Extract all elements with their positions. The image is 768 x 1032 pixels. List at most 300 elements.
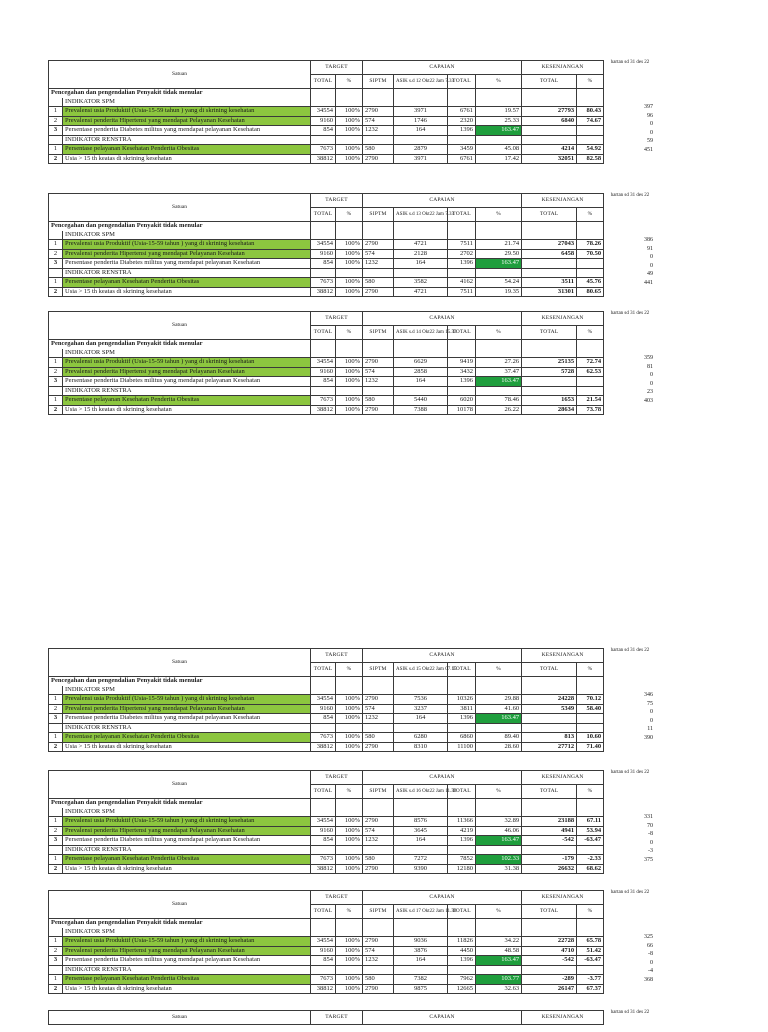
capaian-total-header: TOTAL	[448, 785, 476, 799]
kesenjangan-pct: -3.77	[577, 975, 604, 985]
kesenjangan-pct-header: %	[577, 75, 604, 89]
kesenjangan-pct: 51.42	[577, 946, 604, 956]
siptm-value: 2790	[363, 695, 394, 705]
siptm-value: 574	[363, 367, 394, 377]
target-total: 34554	[311, 937, 336, 947]
target-pct: 100%	[336, 126, 363, 136]
target-pct: 100%	[336, 249, 363, 259]
row-number: 2	[49, 367, 63, 377]
empty-cell	[394, 268, 448, 278]
kesenjangan-pct	[577, 259, 604, 269]
capaian-total: 12180	[448, 864, 476, 874]
kesenjangan-pct-header: %	[577, 785, 604, 799]
target-pct: 100%	[336, 704, 363, 714]
asik-value: 4721	[394, 240, 448, 250]
capaian-total: 6860	[448, 733, 476, 743]
kesenjangan-pct	[577, 714, 604, 724]
table-row	[49, 817, 604, 827]
asik-value: 164	[394, 126, 448, 136]
empty-cell	[522, 222, 577, 231]
empty-cell	[476, 919, 522, 928]
siptm-value: 2790	[363, 107, 394, 117]
side-column	[605, 311, 655, 405]
asik-value: 4721	[394, 287, 448, 297]
target-pct-header: %	[336, 208, 363, 222]
capaian-pct: 29.88	[476, 695, 522, 705]
capaian-total: 12665	[448, 984, 476, 994]
capaian-total: 7852	[448, 855, 476, 865]
side-header: hartan sd 31 des 22	[610, 311, 650, 316]
target-total: 7673	[311, 396, 336, 406]
satuan-header: Satuan	[49, 194, 311, 222]
side-value: -8	[648, 831, 653, 837]
capaian-pct: 31.38	[476, 864, 522, 874]
empty-cell	[49, 268, 63, 278]
indicator-label: Persentase penderita Diabetes militus yang mendapat pelayanan Kesehatan	[63, 126, 311, 136]
section-label: INDIKATOR SPM	[63, 349, 311, 358]
empty-cell	[522, 340, 577, 349]
capaian-header: CAPAIAN	[363, 771, 522, 785]
empty-cell	[363, 268, 394, 278]
row-number: 2	[49, 154, 63, 164]
empty-cell	[577, 98, 604, 107]
kesenjangan-pct: 74.67	[577, 116, 604, 126]
table-row	[49, 975, 604, 985]
empty-cell	[311, 98, 336, 107]
kesenjangan-total-header: TOTAL	[522, 326, 577, 340]
kesenjangan-total-header: TOTAL	[522, 663, 577, 677]
side-value: 359	[644, 355, 653, 361]
kesenjangan-total: 26632	[522, 864, 577, 874]
capaian-pct: 163.47	[476, 956, 522, 966]
kesenjangan-total-header: TOTAL	[522, 785, 577, 799]
empty-cell	[363, 845, 394, 855]
side-value: 75	[647, 700, 653, 707]
side-value: 451	[644, 146, 653, 153]
capaian-pct: 21.74	[476, 240, 522, 250]
capaian-pct-header: %	[476, 75, 522, 89]
row-number: 2	[49, 742, 63, 752]
empty-cell	[49, 349, 63, 358]
indicator-label: Prevalensi penderita Hipertensi yang mendapat Pelayanan Kesehatan	[63, 367, 311, 377]
empty-cell	[577, 808, 604, 817]
capaian-pct: 41.60	[476, 704, 522, 714]
kesenjangan-pct: 78.26	[577, 240, 604, 250]
asik-value: 3582	[394, 278, 448, 288]
kesenjangan-total: 4710	[522, 946, 577, 956]
target-pct: 100%	[336, 733, 363, 743]
indicator-label: Persentase pelayanan Kesehatan Penderita Obesitas	[63, 278, 311, 288]
siptm-value: 574	[363, 946, 394, 956]
empty-cell	[522, 686, 577, 695]
side-value: 375	[644, 856, 653, 863]
empty-cell	[394, 723, 448, 733]
empty-cell	[336, 677, 363, 686]
side-spacer	[605, 82, 655, 103]
target-total-header: TOTAL	[311, 326, 336, 340]
satuan-header: Satuan	[49, 649, 311, 677]
target-total: 9160	[311, 116, 336, 126]
kesenjangan-pct: 58.40	[577, 704, 604, 714]
side-spacer	[605, 215, 655, 236]
asik-header: ASIK s.d 14 Okt22 Jam 15.33	[394, 326, 448, 340]
empty-cell	[448, 231, 476, 240]
side-value: 96	[647, 112, 653, 119]
report-table	[48, 311, 604, 415]
empty-cell	[522, 677, 577, 686]
siptm-value: 1232	[363, 126, 394, 136]
kesenjangan-total-header: TOTAL	[522, 905, 577, 919]
capaian-pct: 19.57	[476, 107, 522, 117]
kesenjangan-total: 27712	[522, 742, 577, 752]
empty-cell	[476, 349, 522, 358]
empty-cell	[577, 268, 604, 278]
table-row	[49, 695, 604, 705]
asik-value: 9390	[394, 864, 448, 874]
kesenjangan-total: 5728	[522, 367, 577, 377]
target-total: 9160	[311, 826, 336, 836]
empty-cell	[476, 98, 522, 107]
side-value: 91	[647, 245, 653, 252]
empty-cell	[448, 386, 476, 396]
empty-cell	[394, 965, 448, 975]
capaian-pct: 54.24	[476, 278, 522, 288]
empty-cell	[363, 723, 394, 733]
capaian-total-header: TOTAL	[448, 905, 476, 919]
section-label: INDIKATOR SPM	[63, 928, 311, 937]
capaian-total: 10326	[448, 695, 476, 705]
capaian-pct: 163.47	[476, 259, 522, 269]
kesenjangan-pct: 62.53	[577, 367, 604, 377]
target-header: TARGET	[311, 61, 363, 75]
row-number: 1	[49, 240, 63, 250]
empty-cell	[363, 340, 394, 349]
capaian-total: 6020	[448, 396, 476, 406]
empty-cell	[476, 222, 522, 231]
table-row	[49, 937, 604, 947]
side-spacer	[605, 912, 655, 933]
empty-cell	[311, 808, 336, 817]
kesenjangan-pct-header: %	[577, 663, 604, 677]
empty-cell	[336, 222, 363, 231]
capaian-pct-header: %	[476, 785, 522, 799]
kesenjangan-pct: 72.74	[577, 358, 604, 368]
target-total: 7673	[311, 975, 336, 985]
empty-cell	[311, 723, 336, 733]
empty-cell	[311, 340, 336, 349]
target-pct: 100%	[336, 695, 363, 705]
asik-value: 164	[394, 714, 448, 724]
table-row	[49, 116, 604, 126]
kesenjangan-pct-header: %	[577, 326, 604, 340]
empty-cell	[394, 89, 448, 98]
capaian-pct: 29.50	[476, 249, 522, 259]
target-total: 34554	[311, 695, 336, 705]
kesenjangan-total: 6840	[522, 116, 577, 126]
empty-cell	[448, 808, 476, 817]
empty-cell	[522, 349, 577, 358]
kesenjangan-pct	[577, 377, 604, 387]
section-label: INDIKATOR RENSTRA	[63, 386, 311, 396]
asik-value: 5440	[394, 396, 448, 406]
empty-cell	[311, 965, 336, 975]
empty-cell	[577, 723, 604, 733]
kesenjangan-pct: 53.94	[577, 826, 604, 836]
kesenjangan-total: 5349	[522, 704, 577, 714]
asik-value: 2879	[394, 145, 448, 155]
target-header: TARGET	[311, 194, 363, 208]
siptm-value: 2790	[363, 984, 394, 994]
target-total: 34554	[311, 817, 336, 827]
empty-cell	[363, 919, 394, 928]
report-table	[48, 648, 604, 752]
side-header: hartan sd 31 des 22	[610, 193, 650, 198]
target-pct-header: %	[336, 75, 363, 89]
side-column	[605, 1010, 655, 1032]
indicator-label: Prevalensi usia Produktif (Usia-15-59 tahun ) yang di skrining kesehatan	[63, 358, 311, 368]
empty-cell	[336, 268, 363, 278]
empty-cell	[49, 686, 63, 695]
siptm-header: SIPTM	[363, 663, 394, 677]
side-value: 0	[650, 709, 653, 715]
capaian-pct: 78.46	[476, 396, 522, 406]
capaian-header: CAPAIAN	[363, 194, 522, 208]
empty-cell	[394, 386, 448, 396]
target-total: 38812	[311, 742, 336, 752]
indicator-label: Usia > 15 th keatas di skrining kesehatan	[63, 864, 311, 874]
kesenjangan-total	[522, 377, 577, 387]
target-total: 38812	[311, 984, 336, 994]
target-pct: 100%	[336, 855, 363, 865]
indicator-label: Prevalensi penderita Hipertensi yang mendapat Pelayanan Kesehatan	[63, 826, 311, 836]
capaian-total: 11826	[448, 937, 476, 947]
target-pct: 100%	[336, 405, 363, 415]
target-header: TARGET	[311, 649, 363, 663]
siptm-value: 574	[363, 704, 394, 714]
capaian-total: 7511	[448, 287, 476, 297]
empty-cell	[363, 965, 394, 975]
empty-cell	[49, 845, 63, 855]
capaian-total: 2702	[448, 249, 476, 259]
empty-cell	[311, 386, 336, 396]
indicator-label: Persentase penderita Diabetes militus yang mendapat pelayanan Kesehatan	[63, 377, 311, 387]
empty-cell	[394, 340, 448, 349]
empty-cell	[49, 386, 63, 396]
side-value: 403	[644, 397, 653, 404]
target-total-header: TOTAL	[311, 663, 336, 677]
indicator-label: Prevalensi usia Produktif (Usia-15-59 tahun ) yang di skrining kesehatan	[63, 695, 311, 705]
capaian-total: 11100	[448, 742, 476, 752]
empty-cell	[336, 349, 363, 358]
side-spacer	[605, 670, 655, 691]
kesenjangan-pct: 21.54	[577, 396, 604, 406]
asik-header: ASIK s.d 17 Okt22 Jam 11.30	[394, 905, 448, 919]
capaian-total: 1396	[448, 377, 476, 387]
target-pct: 100%	[336, 396, 363, 406]
report-table	[48, 770, 604, 874]
empty-cell	[476, 386, 522, 396]
side-value: 331	[644, 814, 653, 820]
indicator-label: Persentase penderita Diabetes militus yang mendapat pelayanan Kesehatan	[63, 836, 311, 846]
side-spacer	[605, 333, 655, 354]
empty-cell	[522, 89, 577, 98]
kesenjangan-pct: 82.58	[577, 154, 604, 164]
capaian-total: 3432	[448, 367, 476, 377]
report-table-block	[48, 60, 653, 164]
target-total: 854	[311, 836, 336, 846]
target-pct: 100%	[336, 826, 363, 836]
target-total: 34554	[311, 107, 336, 117]
asik-value: 3237	[394, 704, 448, 714]
table-row	[49, 742, 604, 752]
target-total: 9160	[311, 704, 336, 714]
indicator-label: Usia > 15 th keatas di skrining kesehatan	[63, 154, 311, 164]
empty-cell	[448, 686, 476, 695]
row-number: 3	[49, 377, 63, 387]
table-row	[49, 377, 604, 387]
empty-cell	[448, 845, 476, 855]
target-pct: 100%	[336, 367, 363, 377]
kesenjangan-pct: -63.47	[577, 836, 604, 846]
table-row	[49, 946, 604, 956]
kesenjangan-total: 32051	[522, 154, 577, 164]
capaian-total: 3459	[448, 145, 476, 155]
capaian-header: CAPAIAN	[363, 312, 522, 326]
indicator-label: Persentase pelayanan Kesehatan Penderita Obesitas	[63, 975, 311, 985]
target-header: TARGET	[311, 771, 363, 785]
report-table	[48, 60, 604, 164]
target-pct: 100%	[336, 975, 363, 985]
row-number: 1	[49, 107, 63, 117]
kesenjangan-pct: 65.78	[577, 937, 604, 947]
table-row	[49, 836, 604, 846]
empty-cell	[336, 845, 363, 855]
empty-cell	[577, 340, 604, 349]
side-value: 70	[647, 822, 653, 829]
kesenjangan-total: 23188	[522, 817, 577, 827]
kesenjangan-total: 27043	[522, 240, 577, 250]
kesenjangan-header: KESENJANGAN	[522, 891, 604, 905]
siptm-value: 574	[363, 826, 394, 836]
kesenjangan-pct: 70.50	[577, 249, 604, 259]
kesenjangan-pct: 45.76	[577, 278, 604, 288]
siptm-value: 2790	[363, 742, 394, 752]
empty-cell	[522, 845, 577, 855]
table-row	[49, 864, 604, 874]
indicator-label: Persentase pelayanan Kesehatan Penderita Obesitas	[63, 855, 311, 865]
asik-value: 164	[394, 956, 448, 966]
side-value: 0	[650, 380, 653, 387]
siptm-value: 2790	[363, 817, 394, 827]
asik-header: ASIK s.d 15 Okt22 Jam 07.15	[394, 663, 448, 677]
empty-cell	[476, 928, 522, 937]
empty-cell	[336, 723, 363, 733]
siptm-value: 574	[363, 249, 394, 259]
row-number: 1	[49, 975, 63, 985]
target-total: 38812	[311, 405, 336, 415]
empty-cell	[49, 98, 63, 107]
table-row	[49, 984, 604, 994]
siptm-value: 1232	[363, 836, 394, 846]
asik-value: 7388	[394, 405, 448, 415]
kesenjangan-pct: 68.62	[577, 864, 604, 874]
empty-cell	[448, 723, 476, 733]
empty-cell	[577, 349, 604, 358]
empty-cell	[311, 799, 336, 808]
capaian-header: CAPAIAN	[363, 1011, 522, 1025]
empty-cell	[522, 919, 577, 928]
empty-cell	[49, 723, 63, 733]
target-total: 854	[311, 126, 336, 136]
empty-cell	[311, 231, 336, 240]
table-row	[49, 405, 604, 415]
asik-value: 2128	[394, 249, 448, 259]
kesenjangan-total: 22728	[522, 937, 577, 947]
empty-cell	[49, 231, 63, 240]
row-number: 2	[49, 287, 63, 297]
empty-cell	[448, 340, 476, 349]
section-label: INDIKATOR RENSTRA	[63, 268, 311, 278]
capaian-total: 10178	[448, 405, 476, 415]
target-total: 854	[311, 714, 336, 724]
siptm-value: 1232	[363, 714, 394, 724]
target-total: 854	[311, 956, 336, 966]
kesenjangan-header: KESENJANGAN	[522, 771, 604, 785]
table-row	[49, 126, 604, 136]
empty-cell	[522, 965, 577, 975]
empty-cell	[577, 919, 604, 928]
section-label: INDIKATOR RENSTRA	[63, 723, 311, 733]
empty-cell	[476, 677, 522, 686]
capaian-pct: 32.63	[476, 984, 522, 994]
asik-value: 6629	[394, 358, 448, 368]
capaian-total: 1396	[448, 126, 476, 136]
kesenjangan-total: 28634	[522, 405, 577, 415]
empty-cell	[476, 268, 522, 278]
capaian-pct: 17.42	[476, 154, 522, 164]
empty-cell	[336, 928, 363, 937]
capaian-pct: 27.26	[476, 358, 522, 368]
side-value: 81	[647, 363, 653, 370]
empty-cell	[448, 965, 476, 975]
target-pct: 100%	[336, 836, 363, 846]
empty-cell	[336, 386, 363, 396]
empty-cell	[363, 808, 394, 817]
side-value: 0	[650, 254, 653, 260]
report-table	[48, 1010, 604, 1025]
siptm-header: SIPTM	[363, 905, 394, 919]
empty-cell	[577, 231, 604, 240]
asik-value: 3971	[394, 107, 448, 117]
report-table	[48, 890, 604, 994]
table-row	[49, 826, 604, 836]
empty-cell	[394, 231, 448, 240]
empty-cell	[394, 677, 448, 686]
asik-value: 7272	[394, 855, 448, 865]
row-number: 2	[49, 704, 63, 714]
indicator-label: Usia > 15 th keatas di skrining kesehatan	[63, 984, 311, 994]
row-number: 2	[49, 826, 63, 836]
kesenjangan-header: KESENJANGAN	[522, 194, 604, 208]
kesenjangan-header: KESENJANGAN	[522, 312, 604, 326]
empty-cell	[311, 222, 336, 231]
empty-cell	[311, 686, 336, 695]
capaian-pct: 163.47	[476, 126, 522, 136]
asik-value: 164	[394, 259, 448, 269]
kesenjangan-pct: 10.60	[577, 733, 604, 743]
siptm-value: 1232	[363, 377, 394, 387]
target-total: 34554	[311, 358, 336, 368]
